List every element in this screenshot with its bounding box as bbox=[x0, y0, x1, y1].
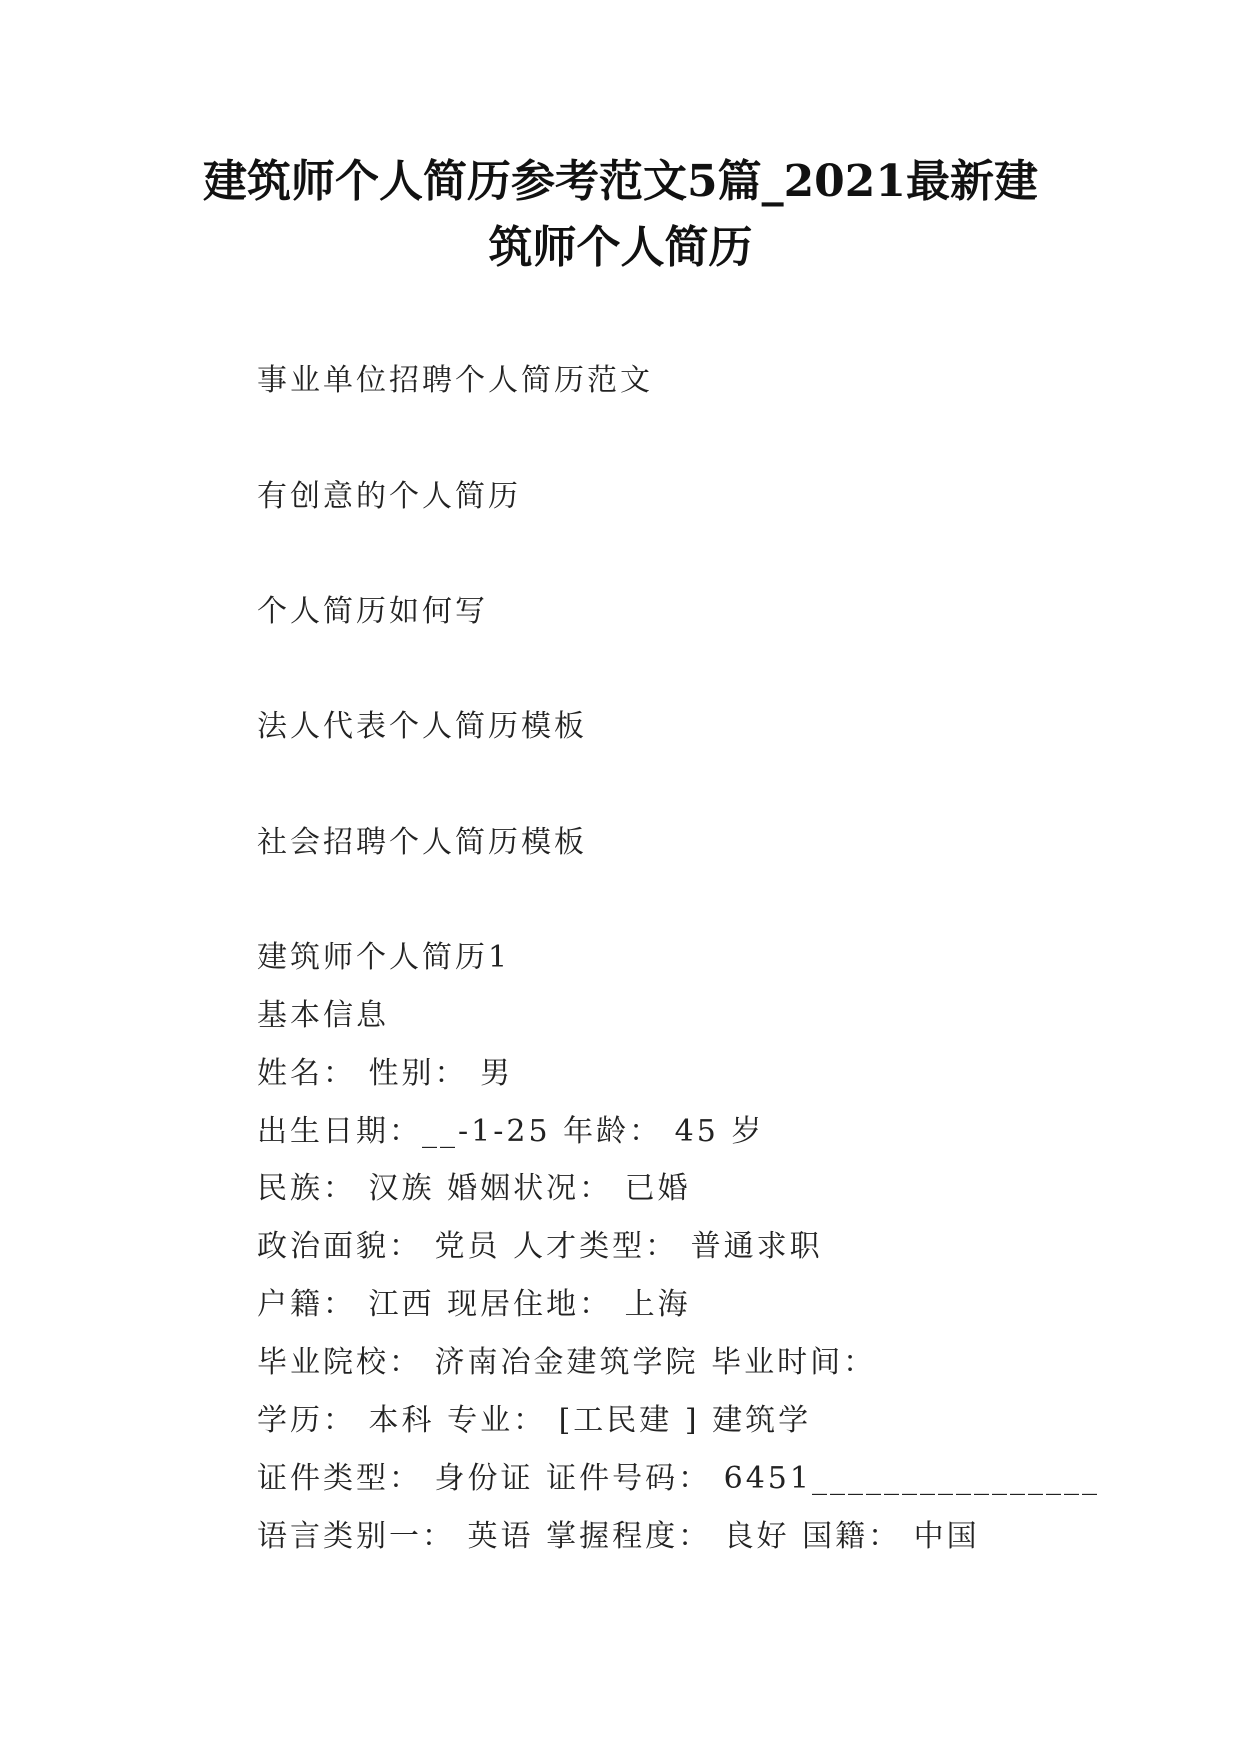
info-line-language-nationality: 语言类别一： 英语 掌握程度： 良好 国籍： 中国 bbox=[257, 1519, 980, 1554]
document-title-line-2: 筑师个人简历 bbox=[488, 222, 753, 273]
info-line-political-talent: 政治面貌： 党员 人才类型： 普通求职 bbox=[257, 1229, 823, 1264]
document-title-line-1: 建筑师个人简历参考范文5篇_2021最新建 bbox=[202, 156, 1039, 207]
related-link-how-to-write[interactable]: 个人简历如何写 bbox=[257, 594, 488, 629]
info-line-school-graduation: 毕业院校： 济南冶金建筑学院 毕业时间： bbox=[257, 1345, 877, 1380]
info-line-birth-age: 出生日期：__-1-25 年龄： 45 岁 bbox=[257, 1114, 765, 1149]
related-link-social-recruitment[interactable]: 社会招聘个人简历模板 bbox=[257, 825, 587, 860]
info-line-household-residence: 户籍： 江西 现居住地： 上海 bbox=[257, 1287, 691, 1322]
resume-heading: 建筑师个人简历1 bbox=[257, 940, 511, 975]
info-line-id-number: 证件类型： 身份证 证件号码： 6451________________ bbox=[257, 1461, 1100, 1496]
related-link-legal-representative[interactable]: 法人代表个人简历模板 bbox=[257, 709, 587, 744]
info-line-education-major: 学历： 本科 专业： [工民建 ] 建筑学 bbox=[257, 1403, 812, 1438]
related-link-creative-resume[interactable]: 有创意的个人简历 bbox=[257, 479, 521, 514]
info-line-name-gender: 姓名： 性别： 男 bbox=[257, 1056, 514, 1091]
related-link-public-institution[interactable]: 事业单位招聘个人简历范文 bbox=[257, 363, 653, 398]
section-heading-basic-info: 基本信息 bbox=[257, 998, 389, 1033]
info-line-ethnicity-marital: 民族： 汉族 婚姻状况： 已婚 bbox=[257, 1171, 691, 1206]
